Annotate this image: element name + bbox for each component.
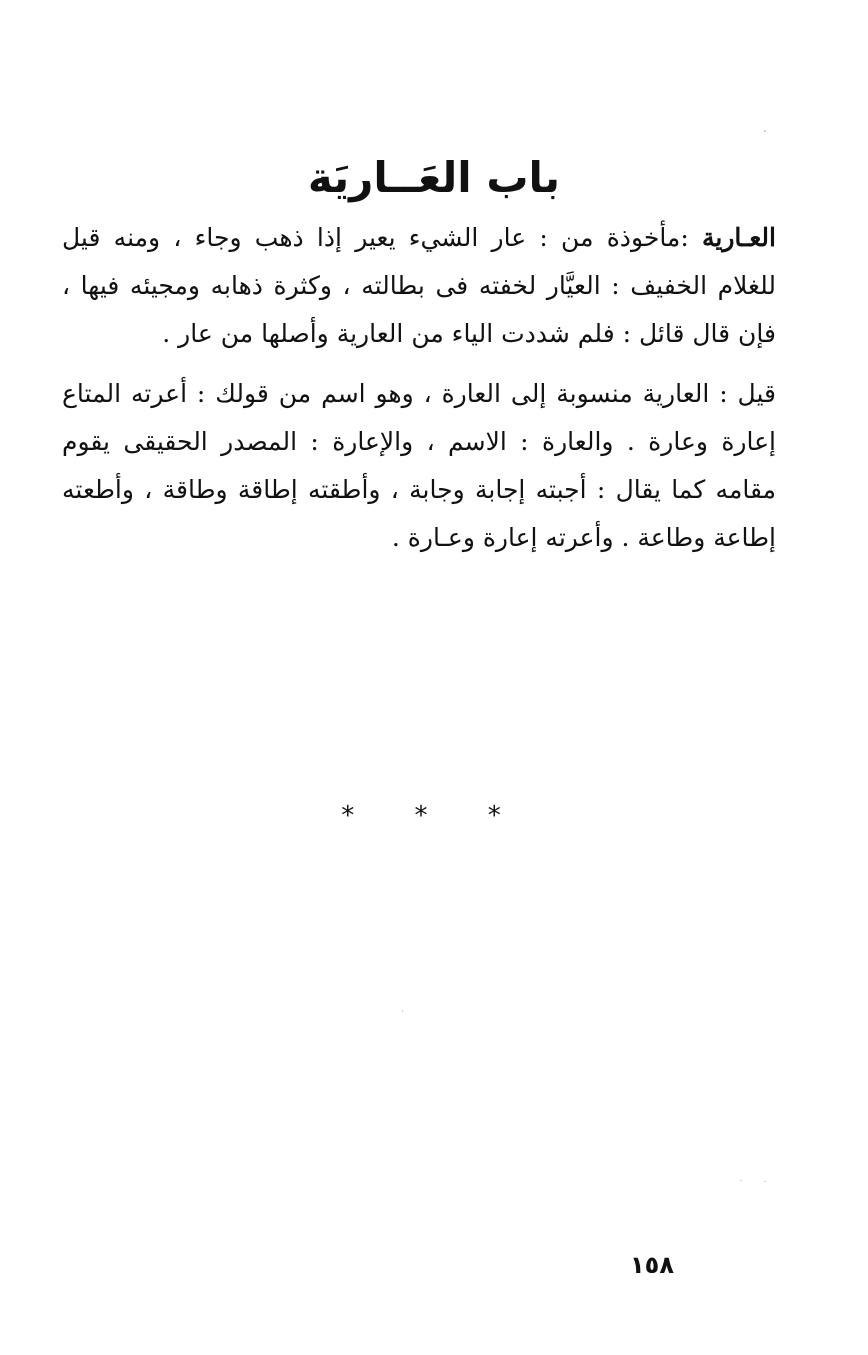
paragraph-definition (62, 214, 776, 358)
chapter-title: باب العَــاريَة (307, 153, 561, 202)
body-text (62, 214, 776, 574)
page-number: ١٥٨ (630, 1251, 674, 1279)
section-separator: * * * (341, 801, 527, 831)
paragraph-explanation (62, 370, 776, 562)
paragraph-text: قيل : العارية منسوبة إلى العارة ، وهو اسم من قولك : أعرته المتاع إعارة وعارة . والعارة : الاسم ، والإعارة : المصدر الحقيقى يقوم مقامه كما يقال : أجبته إجابة وجابة ، وأطقته إطاقة وطاقة ، وأطعته إطاعة وطاعة . وأعرته إعارة وعـارة . (62, 379, 776, 552)
paper-speck (740, 1180, 742, 1181)
defined-term: العـارية (702, 223, 776, 252)
paper-speck (764, 1181, 766, 1182)
paper-speck (764, 130, 766, 132)
paper-speck (402, 1010, 403, 1012)
paragraph-text: :مأخوذة من : عار الشيء يعير إذا ذهب وجاء ، ومنه قيل للغلام الخفيف : العيَّار لخفته فى بطالته ، وكثرة ذهابه ومجيئه فيها ، فإن قال قائل : فلم شددت الياء من العارية وأصلها من عار . (62, 223, 776, 348)
